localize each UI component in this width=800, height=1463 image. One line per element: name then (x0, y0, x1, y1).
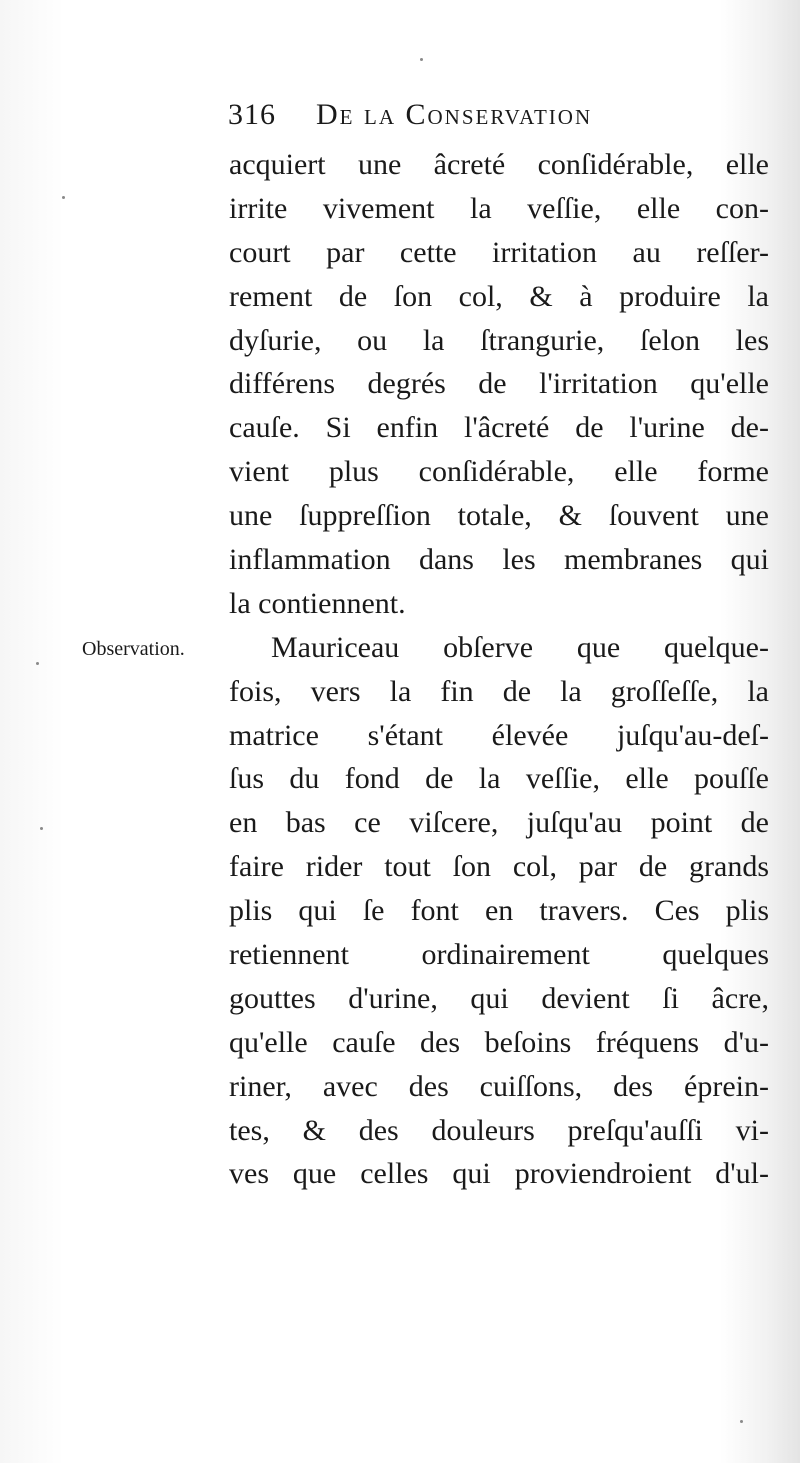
text-line: irrite vivement la veſſie, elle con- (229, 191, 769, 225)
text-line: en bas ce viſcere, juſqu'au point de (229, 806, 769, 840)
text-line: retiennent ordinairement quelques (229, 938, 769, 972)
text-line: matrice s'étant élevée juſqu'au-deſ- (229, 718, 769, 752)
text-line: rement de ſon col, & à produire la (229, 279, 769, 313)
paper-speck (740, 1420, 743, 1423)
text-line: différens degrés de l'irritation qu'elle (229, 367, 769, 401)
text-line: fois, vers la fin de la groſſeſſe, la (229, 674, 769, 708)
page-header (228, 96, 758, 140)
text-line: une ſuppreſſion totale, & ſouvent une (229, 499, 769, 533)
body-text (229, 143, 769, 1196)
text-line: ſus du fond de la veſſie, elle pouſſe (229, 762, 769, 796)
text-line: cauſe. Si enfin l'âcreté de l'urine de- (229, 411, 769, 445)
text-line: acquiert une âcreté conſidérable, elle (229, 148, 769, 181)
margin-note: Observation. (82, 638, 185, 660)
text-line: faire rider tout ſon col, par de grands (229, 850, 769, 884)
text-line: tes, & des douleurs preſqu'auſſi vi- (229, 1113, 769, 1147)
text-line: dyſurie, ou la ſtrangurie, ſelon les (229, 323, 769, 357)
text-line: court par cette irritation au reſſer- (229, 235, 769, 269)
text-line: ves que celles qui proviendroient d'ul- (229, 1157, 769, 1191)
text-line: riner, avec des cuiſſons, des éprein- (229, 1069, 769, 1103)
paragraph-end-line: la contiennent. (229, 586, 406, 620)
paper-speck (420, 58, 423, 61)
text-line: qu'elle cauſe des beſoins fréquens d'u- (229, 1025, 769, 1059)
paper-speck (62, 196, 65, 199)
paper-speck (40, 827, 43, 830)
text-line: plis qui ſe font en travers. Ces plis (229, 894, 769, 928)
paper-speck (36, 662, 39, 665)
text-line: inflammation dans les membranes qui (229, 543, 769, 577)
page-number: 316 (228, 98, 276, 131)
text-line: vient plus conſidérable, elle forme (229, 455, 769, 489)
text-line: gouttes d'urine, qui devient ſi âcre, (229, 981, 769, 1015)
running-title: De la Conservation (316, 98, 593, 131)
paragraph-start-line: Mauriceau obſerve que quelque- (271, 630, 769, 664)
